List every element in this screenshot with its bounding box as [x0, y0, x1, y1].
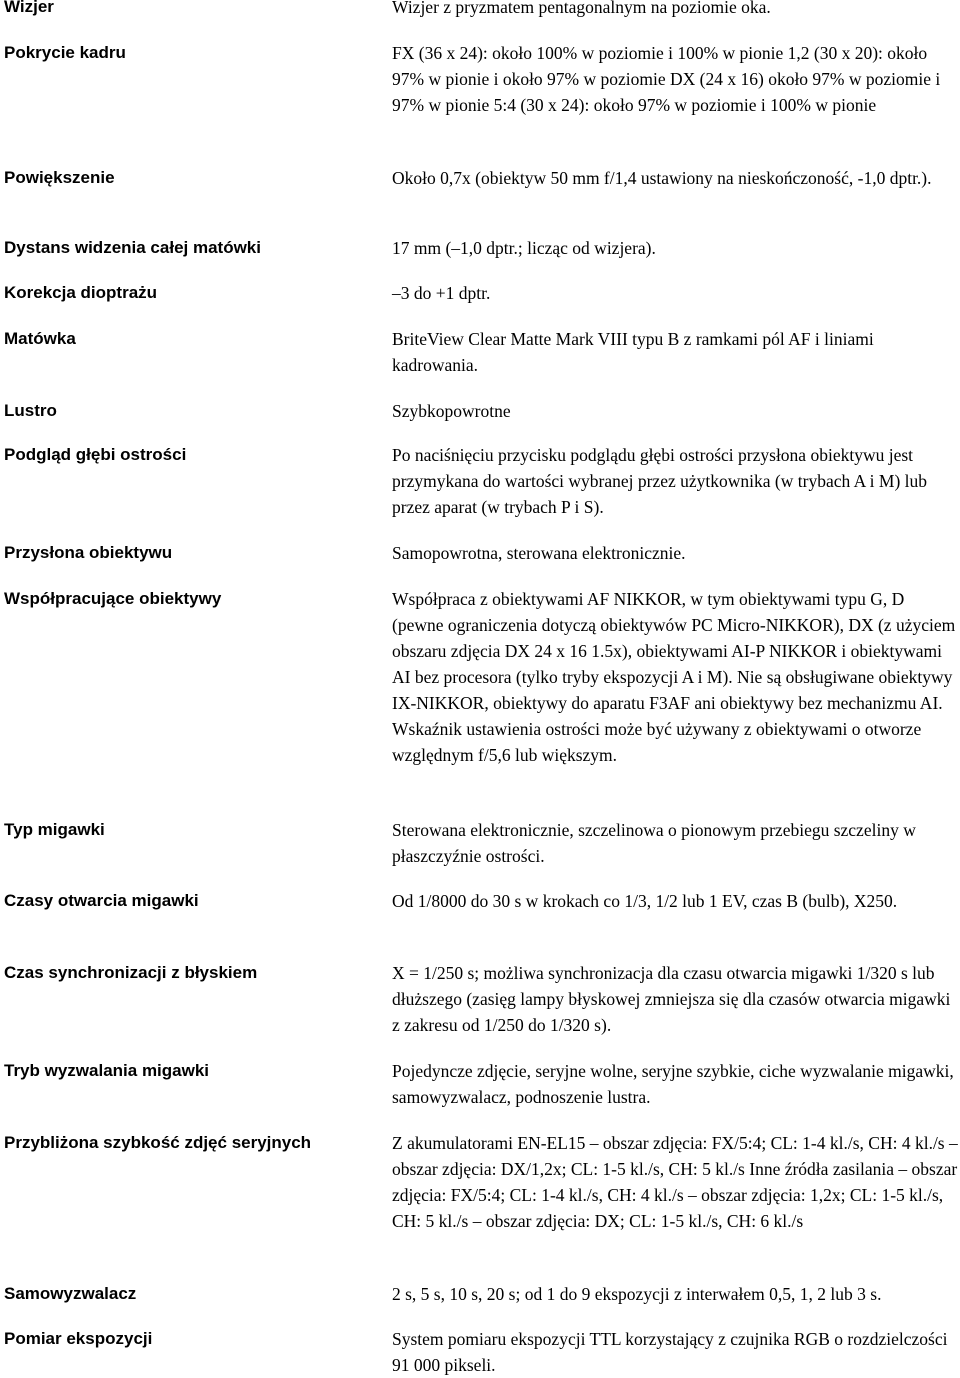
spec-value: Sterowana elektronicznie, szczelinowa o pionowym przebiegu szczeliny w płaszczyźnie ostrości. [392, 820, 916, 866]
spec-label: Tryb wyzwalania migawki [4, 1061, 210, 1080]
spec-value: Wizjer z pryzmatem pentagonalnym na poziomie oka. [392, 0, 771, 17]
spec-value: Pojedyncze zdjęcie, seryjne wolne, seryjne szybkie, ciche wyzwalanie migawki, samowyzwalacz, podnoszenie lustra. [392, 1061, 954, 1107]
spec-value: Szybkopowrotne [392, 401, 511, 421]
spec-label: Przysłona obiektywu [4, 543, 173, 562]
spec-value: System pomiaru ekspozycji TTL korzystający z czujnika RGB o rozdzielczości 91 000 pikseli. [392, 1329, 948, 1375]
spec-value: Od 1/8000 do 30 s w krokach co 1/3, 1/2 lub 1 EV, czas B (bulb), X250. [392, 891, 898, 911]
spec-value: Z akumulatorami EN-EL15 – obszar zdjęcia: FX/5:4; CL: 1-4 kl./s, CH: 4 kl./s – obszar zdjęcia: DX/1,2x; CL: 1-5 kl./s, CH: 5 kl./s Inne źródła zasilania – obszar zdjęcia: FX/5:4; CL: 1-4 kl./s, CH: 4 kl./s – obszar zdjęcia: 1,2x; CL: 1-5 kl./s, CH: 5 kl./s – obszar zdjęcia: DX; CL: 1-5 kl./s, CH: 6 kl./s [392, 1133, 958, 1231]
spec-value: Około 0,7x (obiektyw 50 mm f/1,4 ustawiony na nieskończoność, -1,0 dptr.). [392, 168, 932, 188]
spec-value: X = 1/250 s; możliwa synchronizacja dla czasu otwarcia migawki 1/320 s lub dłuższego (zasięg lampy błyskowej zmniejsza się dla czasów otwarcia migawki z zakresu od 1/250 do 1/320 s). [392, 963, 951, 1035]
spec-value: 17 mm (–1,0 dptr.; licząc od wizjera). [392, 238, 656, 258]
spec-value: Samopowrotna, sterowana elektronicznie. [392, 543, 686, 563]
spec-label: Współpracujące obiektywy [4, 589, 222, 608]
spec-label: Wizjer [4, 0, 54, 16]
spec-label: Przybliżona szybkość zdjęć seryjnych [4, 1133, 312, 1152]
spec-label: Pokrycie kadru [4, 43, 126, 62]
spec-value: 2 s, 5 s, 10 s, 20 s; od 1 do 9 ekspozycji z interwałem 0,5, 1, 2 lub 3 s. [392, 1284, 882, 1304]
spec-label: Samowyzwalacz [4, 1284, 137, 1303]
spec-label: Lustro [4, 401, 57, 420]
spec-label: Czasy otwarcia migawki [4, 891, 199, 910]
spec-label: Korekcja dioptrażu [4, 283, 158, 302]
spec-label: Czas synchronizacji z błyskiem [4, 963, 258, 982]
spec-value: BriteView Clear Matte Mark VIII typu B z ramkami pól AF i liniami kadrowania. [392, 329, 874, 375]
spec-label: Matówka [4, 329, 76, 348]
spec-value: Po naciśnięciu przycisku podglądu głębi ostrości przysłona obiektywu jest przymykana do wartości wybranej przez użytkownika (w trybach A i M) lub przez aparat (w trybach P i S). [392, 445, 928, 517]
spec-label: Pomiar ekspozycji [4, 1329, 153, 1348]
spec-label: Typ migawki [4, 820, 105, 839]
spec-label: Powiększenie [4, 168, 115, 187]
spec-label: Dystans widzenia całej matówki [4, 238, 261, 257]
spec-value: FX (36 x 24): około 100% w poziomie i 100% w pionie 1,2 (30 x 20): około 97% w pionie i około 97% w poziomie DX (24 x 16) około 97% w poziomie i 97% w pionie 5:4 (30 x 24): około 97% w poziomie i 100% w pionie [392, 43, 941, 115]
spec-value: –3 do +1 dptr. [392, 283, 491, 303]
spec-label: Podgląd głębi ostrości [4, 445, 187, 464]
spec-value: Współpraca z obiektywami AF NIKKOR, w tym obiektywami typu G, D (pewne ograniczenia dotyczą obiektywów PC Micro-NIKKOR), DX (z użyciem obszaru zdjęcia DX 24 x 16 1.5x), obiektywami AI-P NIKKOR i obiektywami AI bez procesora (tylko tryby ekspozycji A i M). Nie są obsługiwane obiektywy IX-NIKKOR, obiektywy do aparatu F3AF ani obiektywy bez mechanizmu AI. Wskaźnik ustawienia ostrości może być używany z obiektywami o otworze względnym f/5,6 lub większym. [392, 589, 956, 765]
